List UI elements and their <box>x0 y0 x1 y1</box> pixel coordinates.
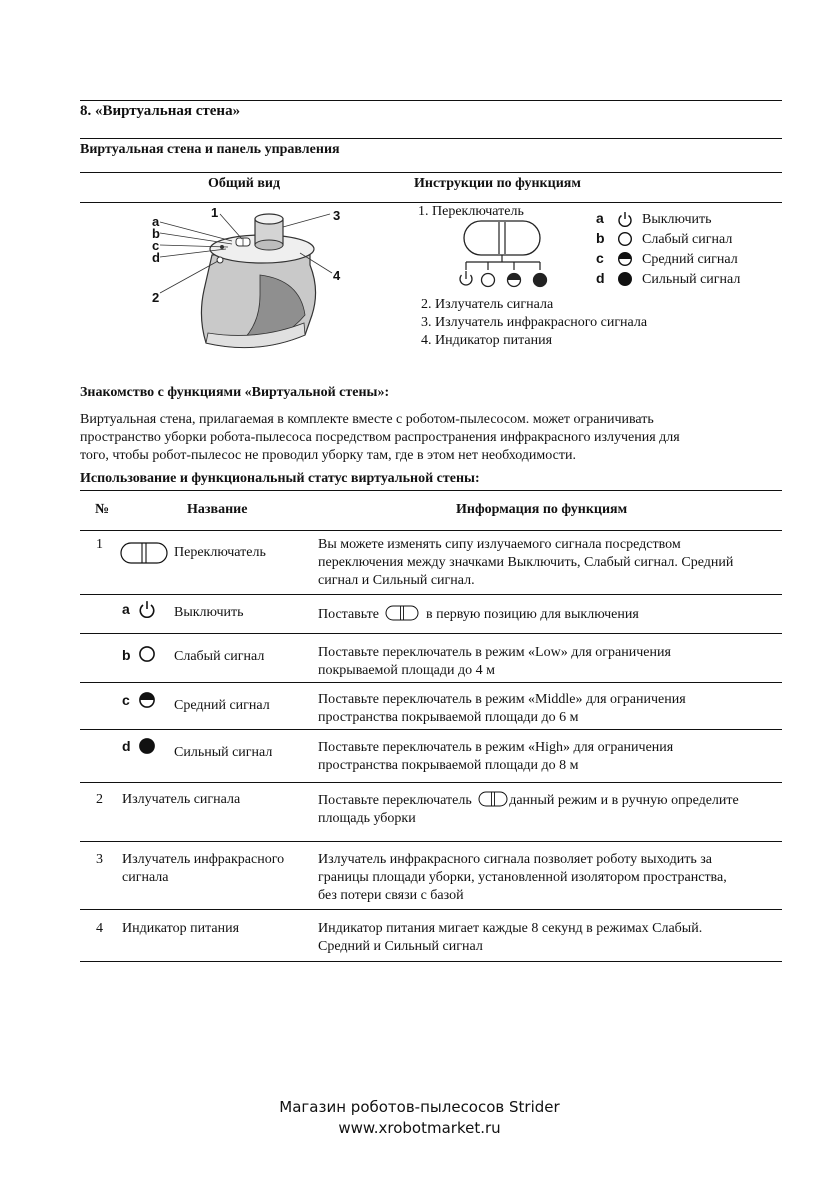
callout-4: 4 <box>333 268 341 283</box>
row-name: Излучатель сигнала <box>122 792 241 807</box>
mode-letter: c <box>596 250 604 266</box>
row-name: Выключить <box>174 605 244 620</box>
row-info <box>318 739 786 775</box>
row-letter: c <box>122 692 130 708</box>
footer-store-name: Магазин роботов-пылесосов Strider <box>279 1098 560 1116</box>
half-circle-icon <box>138 691 156 709</box>
rule-header <box>80 202 782 203</box>
switch-icon <box>385 605 419 621</box>
mode-letter: b <box>596 230 605 246</box>
row-name: Средний сигнал <box>174 698 270 713</box>
row-info-line: без потери связи с базой <box>318 888 464 903</box>
empty-circle-icon <box>138 645 156 663</box>
row-info-line: пространства покрываемой площади до 8 м <box>318 758 579 773</box>
row-name <box>122 851 284 887</box>
usage-heading: Использование и функциональный статус виртуальной стены: <box>80 471 480 486</box>
table-header-name: Название <box>187 502 248 517</box>
filled-circle-icon <box>617 271 633 287</box>
switch-diagram <box>448 220 563 290</box>
mode-item-low <box>596 230 766 250</box>
subtitle: Виртуальная стена и панель управления <box>80 142 340 157</box>
mode-letter: d <box>596 270 605 286</box>
instruction-item-switch: 1. Переключатель <box>418 204 524 219</box>
row-info-line: покрываемой площади до 4 м <box>318 663 495 678</box>
intro-paragraph <box>80 411 782 465</box>
row-letter: b <box>122 647 131 663</box>
column-header-general-view: Общий вид <box>208 176 281 191</box>
row-letter: a <box>122 601 130 617</box>
mode-label: Слабый сигнал <box>642 232 733 247</box>
row-info-line: пространства покрываемой площади до 6 м <box>318 710 579 725</box>
row-name: Сильный сигнал <box>174 745 273 760</box>
row-info-line: площадь уборки <box>318 811 416 826</box>
row-info-line: Поставьте переключатель в режим «High» для ограничения <box>318 740 674 755</box>
row-info-text: в первую позицию для выключения <box>425 607 639 622</box>
callout-2: 2 <box>152 290 160 305</box>
mode-label: Средний сигнал <box>642 252 738 267</box>
callout-1: 1 <box>211 205 219 220</box>
filled-circle-icon <box>138 737 156 755</box>
mode-item-high <box>596 270 766 290</box>
mode-label: Сильный сигнал <box>642 272 741 287</box>
row-info <box>318 536 786 590</box>
callout-c: c <box>152 238 160 253</box>
switch-icon <box>120 542 168 564</box>
intro-line: того, чтобы робот-пылесос не проводил уборку там, где в этом нет необходимости. <box>80 448 576 463</box>
callout-3: 3 <box>333 208 341 223</box>
mode-label: Выключить <box>642 212 712 227</box>
rule-section <box>80 138 782 139</box>
empty-circle-icon <box>617 231 633 247</box>
row-info-text: данный режим и в ручную определите <box>509 793 739 808</box>
row-letter: d <box>122 738 131 754</box>
row-name-line: Излучатель инфракрасного <box>122 852 285 867</box>
half-circle-icon <box>617 251 633 267</box>
column-header-instructions: Инструкции по функциям <box>414 176 581 191</box>
row-info-line: Излучатель инфракрасного сигнала позволяет роботу выходить за <box>318 852 713 867</box>
row-info-line: Индикатор питания мигает каждые 8 секунд в режимах Слабый. <box>318 921 703 936</box>
row-name: Индикатор питания <box>122 921 240 936</box>
row-divider <box>80 729 782 730</box>
callout-a: a <box>152 214 160 229</box>
rule-usage <box>80 490 782 491</box>
row-divider <box>80 841 782 842</box>
row-info <box>318 691 786 727</box>
instruction-item-power-indicator: 4. Индикатор питания <box>421 333 553 348</box>
instruction-item-ir-emitter: 3. Излучатель инфракрасного сигнала <box>421 315 648 330</box>
rule-subtitle <box>80 172 782 173</box>
intro-heading: Знакомство с функциями «Виртуальной стены»: <box>80 385 390 400</box>
power-icon <box>617 211 633 227</box>
instruction-item-emitter: 2. Излучатель сигнала <box>421 297 554 312</box>
rule-top <box>80 100 782 101</box>
table-header-num: № <box>95 502 110 517</box>
row-number: 1 <box>96 537 103 552</box>
mode-letter: a <box>596 210 604 226</box>
rule-table-bottom <box>80 961 782 962</box>
row-number: 4 <box>96 921 103 936</box>
row-divider <box>80 909 782 910</box>
callout-b: b <box>152 226 160 241</box>
row-name-line: сигнала <box>122 870 169 885</box>
row-info-line: Поставьте переключатель в режим «Middle» для ограничения <box>318 692 686 707</box>
row-info <box>318 791 786 828</box>
row-info-line: сигнал и Сильный сигнал. <box>318 573 475 588</box>
row-divider <box>80 594 782 595</box>
power-icon <box>138 600 156 618</box>
rule-table-header <box>80 530 782 531</box>
section-title: 8. «Виртуальная стена» <box>80 103 241 119</box>
footer-url[interactable]: www.xrobotmarket.ru <box>338 1119 501 1137</box>
callout-d: d <box>152 250 160 265</box>
row-name: Переключатель <box>174 545 266 560</box>
row-info <box>318 851 786 905</box>
table-header-info: Информация по функциям <box>456 502 628 517</box>
mode-item-medium <box>596 250 766 270</box>
mode-item-off <box>596 210 766 230</box>
row-divider <box>80 682 782 683</box>
row-info-line: Вы можете изменять сипу излучаемого сигнала посредством <box>318 537 681 552</box>
row-info-line: переключения между значками Выключить, Слабый сигнал. Средний <box>318 555 734 570</box>
row-info <box>318 920 786 956</box>
row-info-text: Поставьте переключатель <box>318 793 472 808</box>
row-divider <box>80 782 782 783</box>
row-info-line: Средний и Сильный сигнал <box>318 939 483 954</box>
row-info <box>318 644 786 680</box>
row-number: 2 <box>96 792 103 807</box>
row-info-line: Поставьте переключатель в режим «Low» для ограничения <box>318 645 671 660</box>
row-info-line: границы площади уборки, установленной изолятором пространства, <box>318 870 727 885</box>
intro-line: пространство уборки робота-пылесоса посредством распространения инфракрасного излучения для <box>80 430 680 445</box>
row-number: 3 <box>96 852 103 867</box>
row-name: Слабый сигнал <box>174 649 265 664</box>
row-info-text: Поставьте <box>318 607 379 622</box>
row-info <box>318 605 786 624</box>
intro-line: Виртуальная стена, прилагаемая в комплекте вместе с роботом-пылесосом. может ограничивать <box>80 412 654 427</box>
switch-icon <box>478 791 508 807</box>
row-divider <box>80 633 782 634</box>
